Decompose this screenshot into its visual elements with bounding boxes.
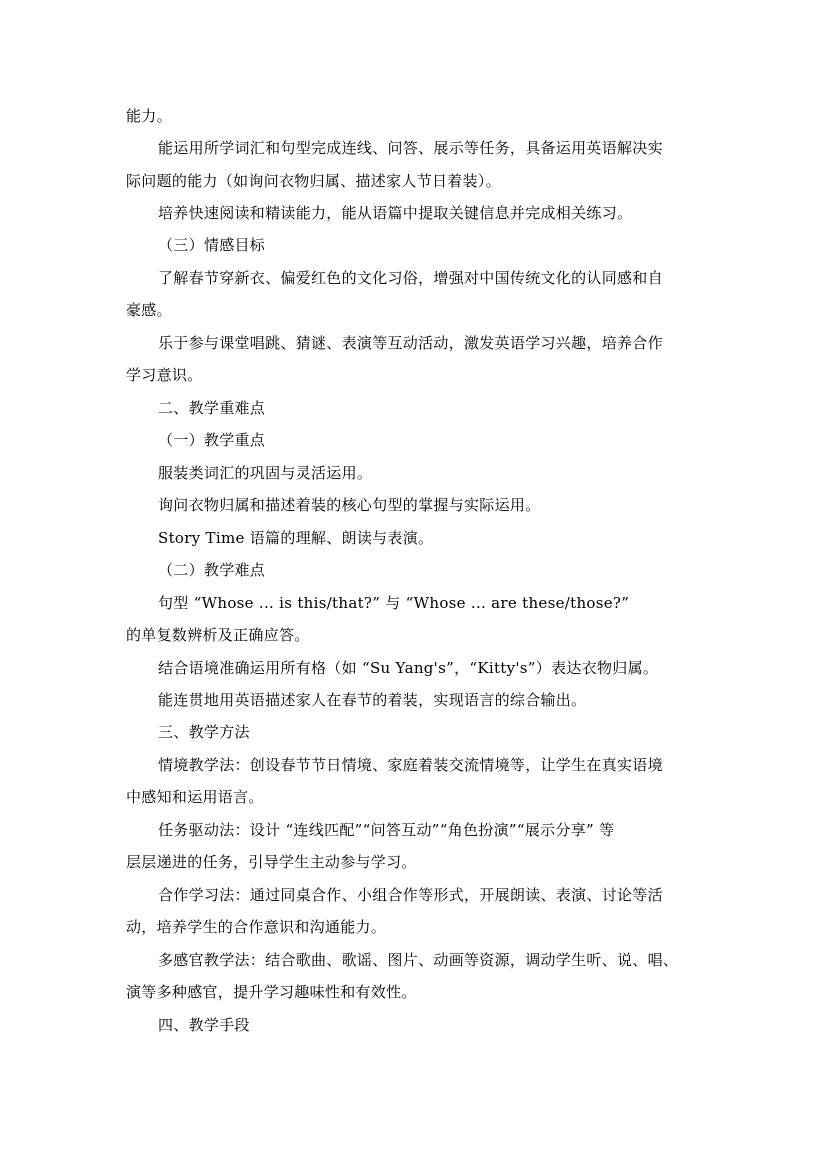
text-line: 合作学习法：通过同桌合作、小组合作等形式，开展朗读、表演、讨论等活 — [158, 886, 663, 904]
text-line: 句型 “Whose ... is this/that?” 与 “Whose ... are these/those?” — [158, 594, 630, 612]
text-line: 中感知和运用语言。 — [126, 788, 264, 806]
section-heading: （三）情感目标 — [158, 236, 266, 254]
section-heading: （一）教学重点 — [158, 431, 266, 449]
text-line: 能运用所学词汇和句型完成连线、问答、展示等任务，具备运用英语解决实 — [158, 139, 663, 157]
text-line: Story Time 语篇的理解、朗读与表演。 — [158, 529, 434, 547]
section-heading: 四、教学手段 — [158, 1016, 250, 1034]
text-line: 演等多种感官，提升学习趣味性和有效性。 — [126, 983, 417, 1001]
text-line: 了解春节穿新衣、偏爱红色的文化习俗，增强对中国传统文化的认同感和自 — [158, 269, 663, 287]
text-line: 层层递进的任务，引导学生主动参与学习。 — [126, 853, 417, 871]
text-line: 任务驱动法：设计 “连线匹配”“问答互动”“角色扮演”“展示分享” 等 — [158, 821, 615, 839]
text-line: 动，培养学生的合作意识和沟通能力。 — [126, 918, 387, 936]
text-line: 结合语境准确运用所有格（如 “Su Yang's”，“Kitty's”）表达衣物归属。 — [158, 659, 659, 677]
text-line: 学习意识。 — [126, 366, 203, 384]
section-heading: 三、教学方法 — [158, 723, 250, 741]
section-heading: （二）教学难点 — [158, 561, 266, 579]
text-line: 培养快速阅读和精读能力，能从语篇中提取关键信息并完成相关练习。 — [158, 204, 633, 222]
text-line: 情境教学法：创设春节节日情境、家庭着装交流情境等，让学生在真实语境 — [158, 756, 663, 774]
text-line: 多感官教学法：结合歌曲、歌谣、图片、动画等资源，调动学生听、说、唱、 — [158, 951, 679, 969]
text-line: 能连贯地用英语描述家人在春节的着装，实现语言的综合输出。 — [158, 691, 587, 709]
text-line: 豪感。 — [126, 301, 172, 319]
text-line: 的单复数辨析及正确应答。 — [126, 626, 310, 644]
text-line: 能力。 — [126, 107, 172, 125]
section-heading: 二、教学重难点 — [158, 399, 266, 417]
text-line: 服装类词汇的巩固与灵活运用。 — [158, 464, 373, 482]
text-line: 际问题的能力（如询问衣物归属、描述家人节日着装）。 — [126, 172, 502, 190]
text-line: 询问衣物归属和描述着装的核心句型的掌握与实际运用。 — [158, 496, 541, 514]
text-line: 乐于参与课堂唱跳、猜谜、表演等互动活动，激发英语学习兴趣，培养合作 — [158, 334, 663, 352]
